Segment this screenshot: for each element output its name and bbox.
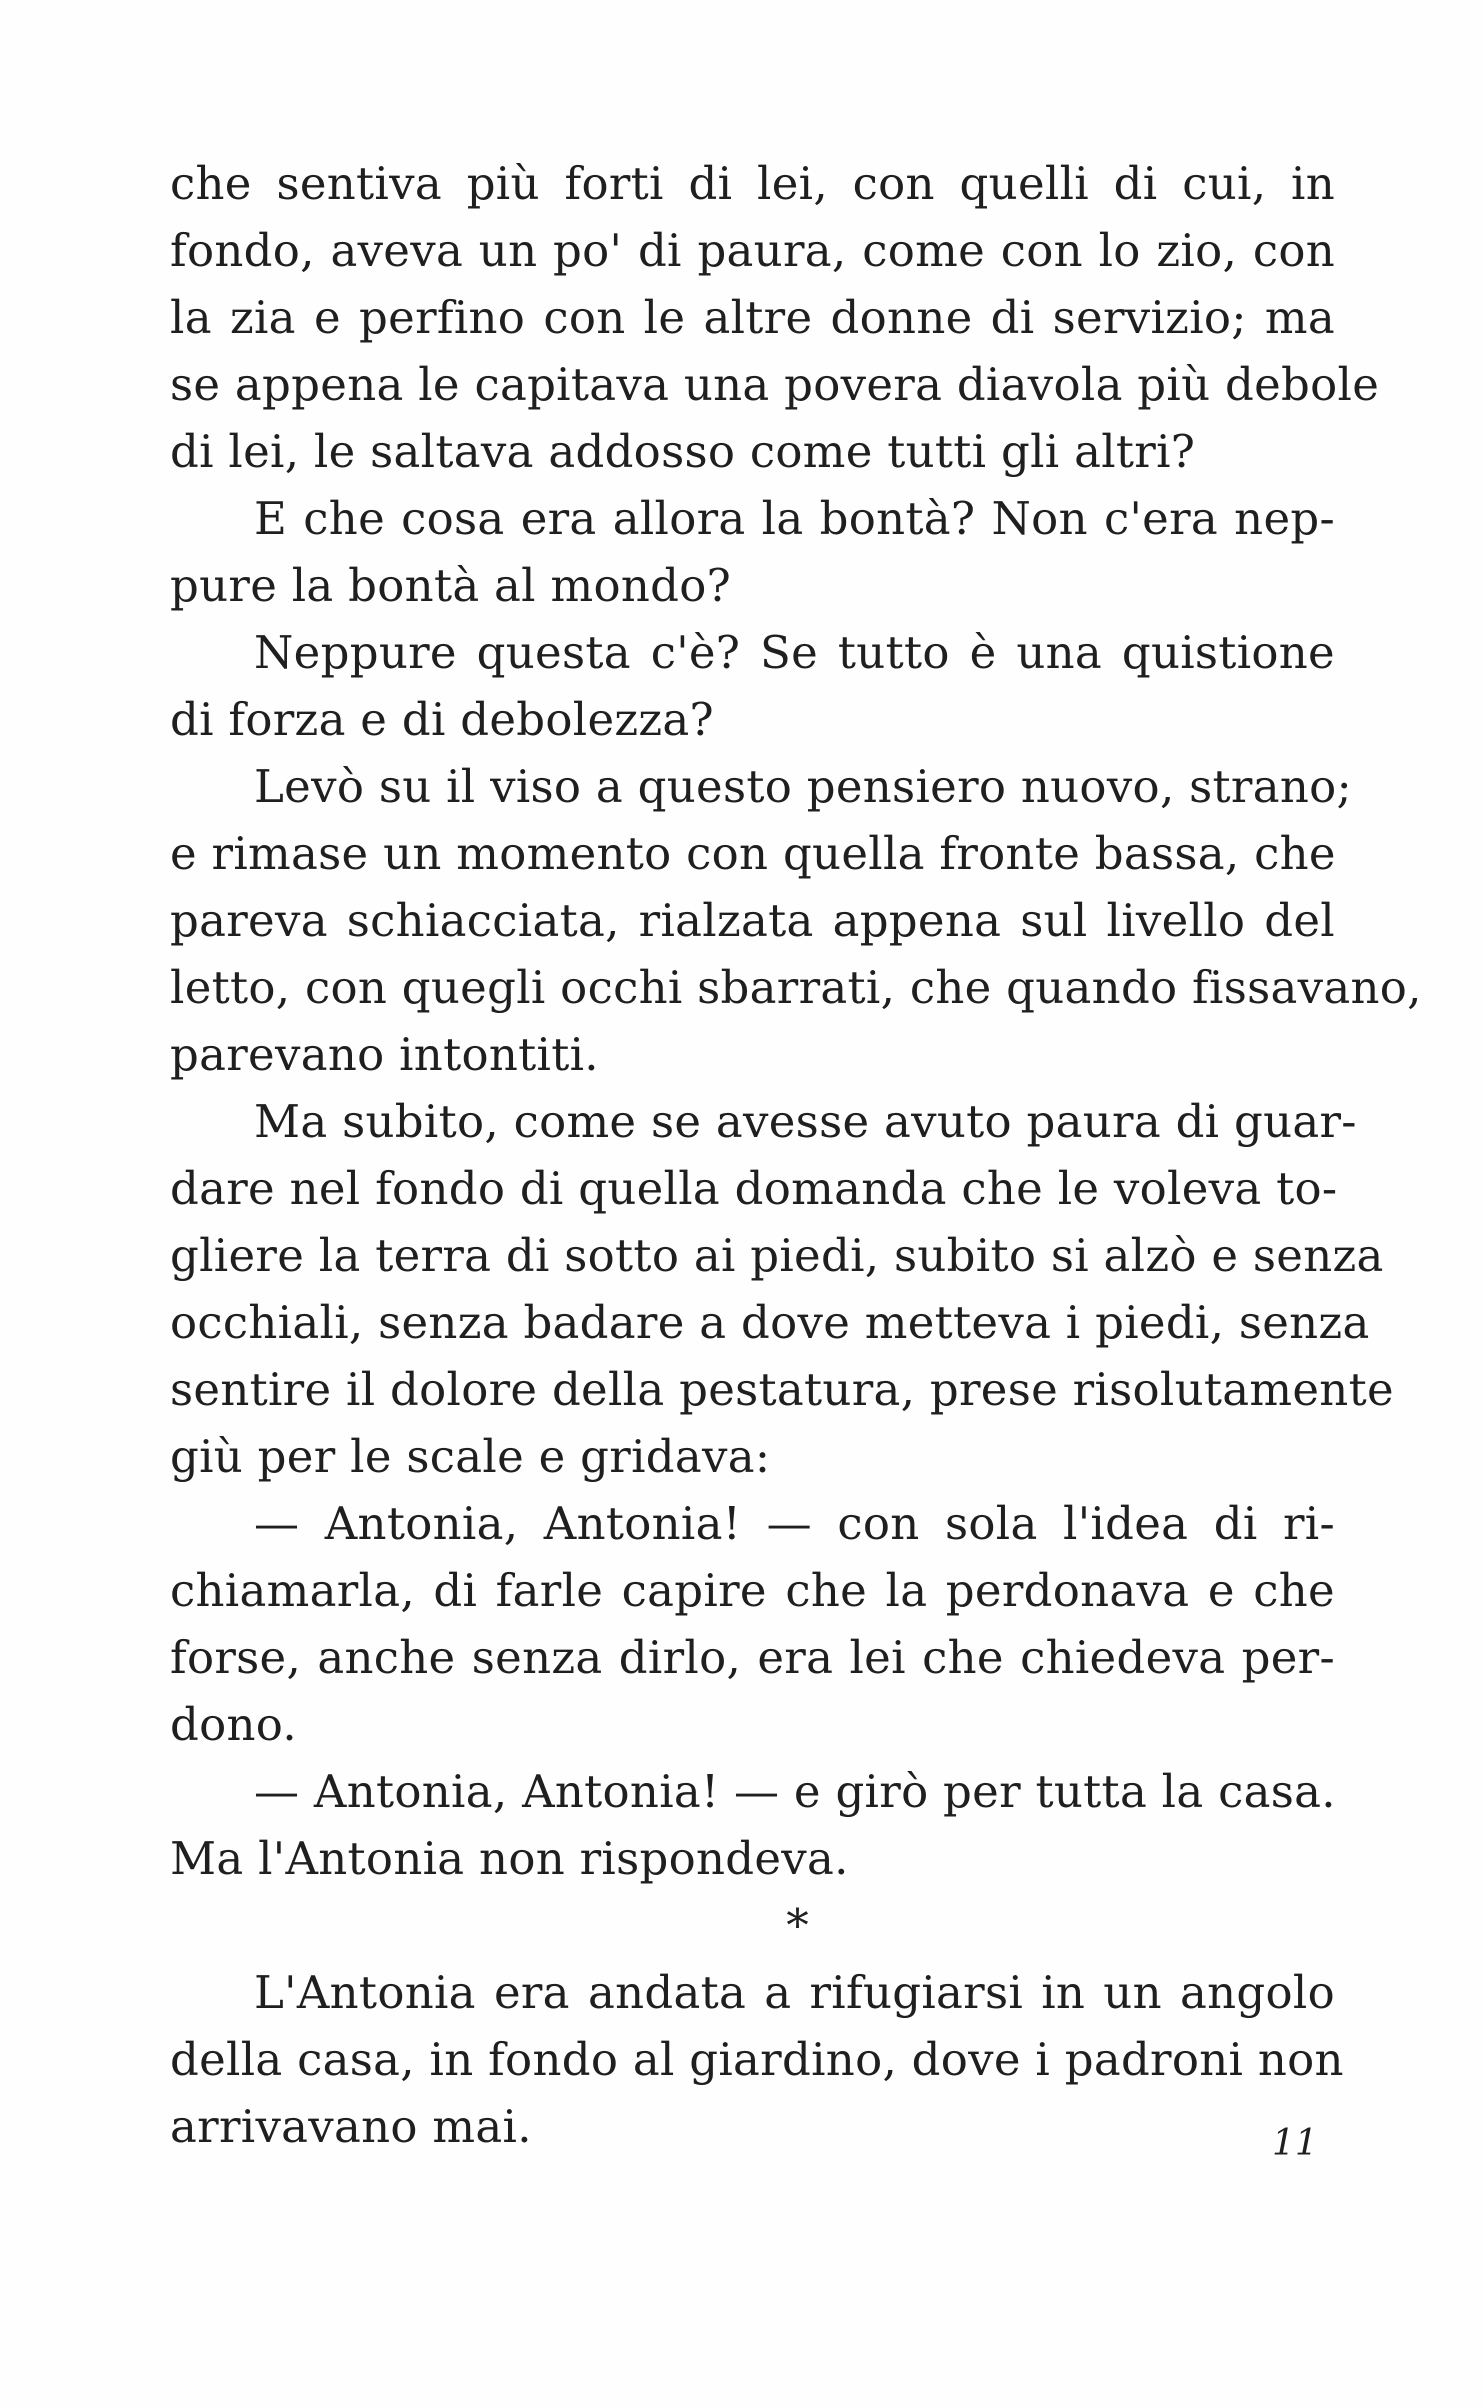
page-number: 11 — [1272, 2123, 1318, 2164]
text-line: arrivavano mai. — [170, 2100, 532, 2153]
text-line: Ma l'Antonia non rispondeva. — [170, 1832, 849, 1885]
text-line: Levò su il viso a questo pensiero nuovo, strano; — [254, 760, 1353, 813]
text-line: L'Antonia era andata a rifugiarsi in un angolo — [254, 1966, 1335, 2019]
text-line: di forza e di debolezza? — [170, 693, 714, 746]
text-line: che sentiva più forti di lei, con quelli di cui, in — [170, 157, 1335, 210]
text-line: occhiali, senza badare a dove metteva i piedi, senza — [170, 1296, 1370, 1349]
text-line: giù per le scale e gridava: — [170, 1430, 771, 1483]
text-line: — Antonia, Antonia! — con sola l'idea di ri- — [254, 1497, 1335, 1550]
text-line: e rimase un momento con quella fronte bassa, che — [170, 827, 1336, 880]
text-line: dono. — [170, 1698, 297, 1751]
text-line: dare nel fondo di quella domanda che le voleva to- — [170, 1162, 1338, 1215]
text-line: parevano intontiti. — [170, 1028, 599, 1081]
body-text — [170, 150, 1422, 2160]
text-line: pareva schiacciata, rialzata appena sul livello del — [170, 894, 1335, 947]
text-lines-before-separator — [170, 150, 1422, 1892]
section-separator: * — [786, 1899, 809, 1952]
text-line: della casa, in fondo al giardino, dove i padroni non — [170, 2033, 1344, 2086]
text-line: forse, anche senza dirlo, era lei che chiedeva per- — [170, 1631, 1335, 1684]
text-line: E che cosa era allora la bontà? Non c'era nep- — [254, 492, 1335, 545]
text-line: — Antonia, Antonia! — e girò per tutta la casa. — [254, 1765, 1336, 1818]
text-line: pure la bontà al mondo? — [170, 559, 732, 612]
text-line: chiamarla, di farle capire che la perdonava e che — [170, 1564, 1335, 1617]
text-line: Ma subito, come se avesse avuto paura di guar- — [254, 1095, 1357, 1148]
text-line: se appena le capitava una povera diavola più debole — [170, 358, 1380, 411]
text-line: la zia e perfino con le altre donne di servizio; ma — [170, 291, 1335, 344]
text-line: letto, con quegli occhi sbarrati, che quando fissavano, — [170, 961, 1422, 1014]
text-line: Neppure questa c'è? Se tutto è una quistione — [254, 626, 1335, 679]
text-line: fondo, aveva un po' di paura, come con lo zio, con — [170, 224, 1335, 277]
text-lines-after-separator — [170, 1959, 1344, 2160]
text-line: gliere la terra di sotto ai piedi, subito si alzò e senza — [170, 1229, 1384, 1282]
text-line: di lei, le saltava addosso come tutti gli altri? — [170, 425, 1196, 478]
text-line: sentire il dolore della pestatura, prese risolutamente — [170, 1363, 1394, 1416]
